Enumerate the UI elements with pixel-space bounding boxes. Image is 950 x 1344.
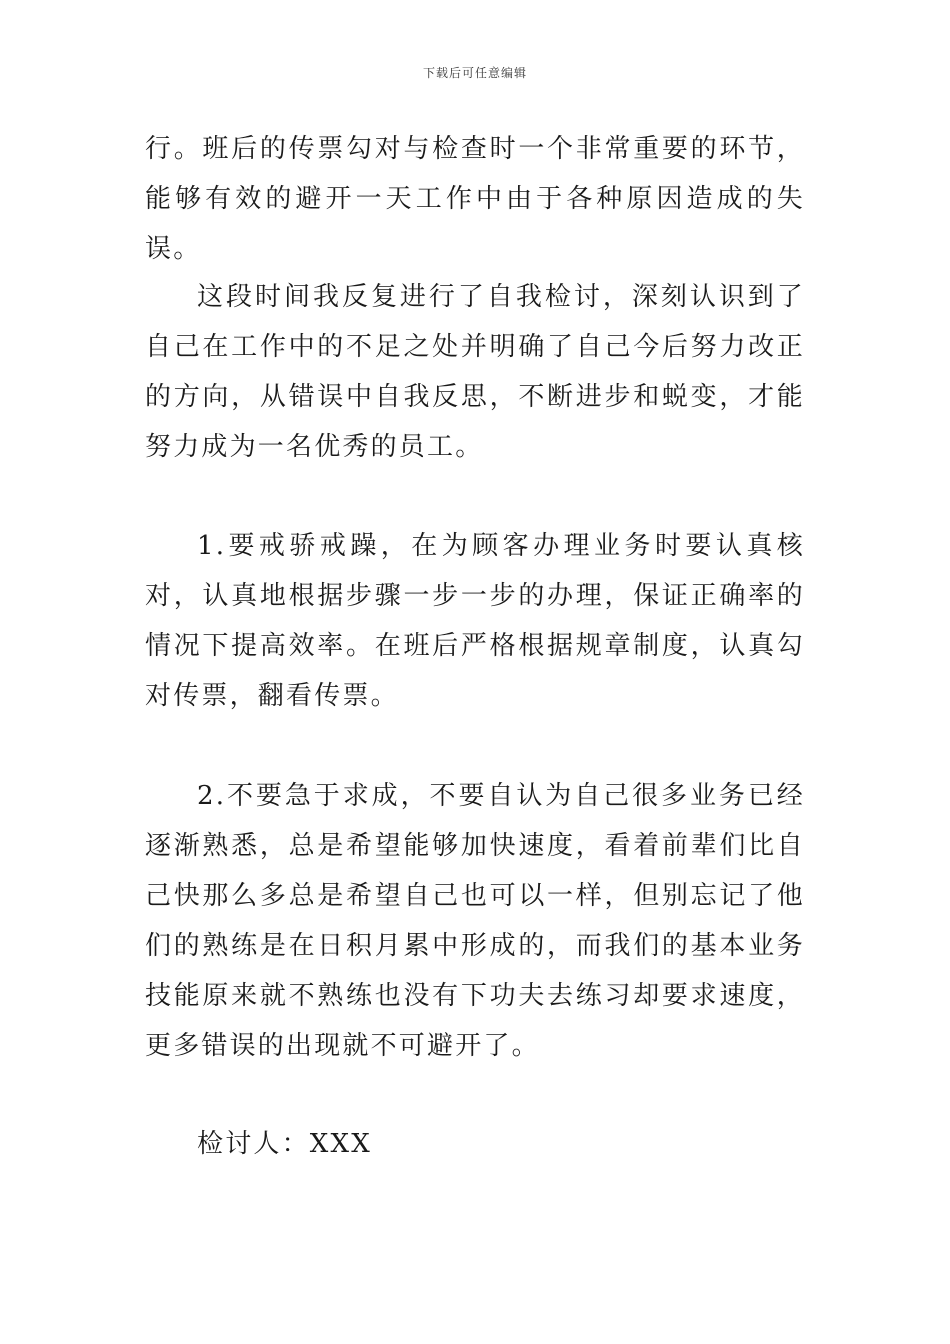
- paragraph-self-review: 这段时间我反复进行了自我检讨，深刻认识到了自己在工作中的不足之处并明确了自己今后努力改正的方向，从错误中自我反思，不断进步和蜕变，才能努力成为一名优秀的员工。: [145, 282, 805, 462]
- header-note: 下载后可任意编辑: [422, 66, 527, 80]
- signature-line: 检讨人：XXX: [197, 1129, 372, 1159]
- paragraph-continuation: 行。班后的传票勾对与检查时一个非常重要的环节，能够有效的避开一天工作中由于各种原因造成的失误。: [145, 134, 805, 264]
- paragraph-point-1: 1.要戒骄戒躁，在为顾客办理业务时要认真核对，认真地根据步骤一步一步的办理，保证正确率的情况下提高效率。在班后严格根据规章制度，认真勾对传票，翻看传票。: [145, 531, 805, 711]
- paragraph-point-2: 2.不要急于求成，不要自认为自己很多业务已经逐渐熟悉，总是希望能够加快速度，看着前辈们比自己快那么多总是希望自己也可以一样，但别忘记了他们的熟练是在日积月累中形成的，而我们的基本业务技能原来就不熟练也没有下功夫去练习却要求速度，更多错误的出现就不可避开了。: [145, 781, 805, 1061]
